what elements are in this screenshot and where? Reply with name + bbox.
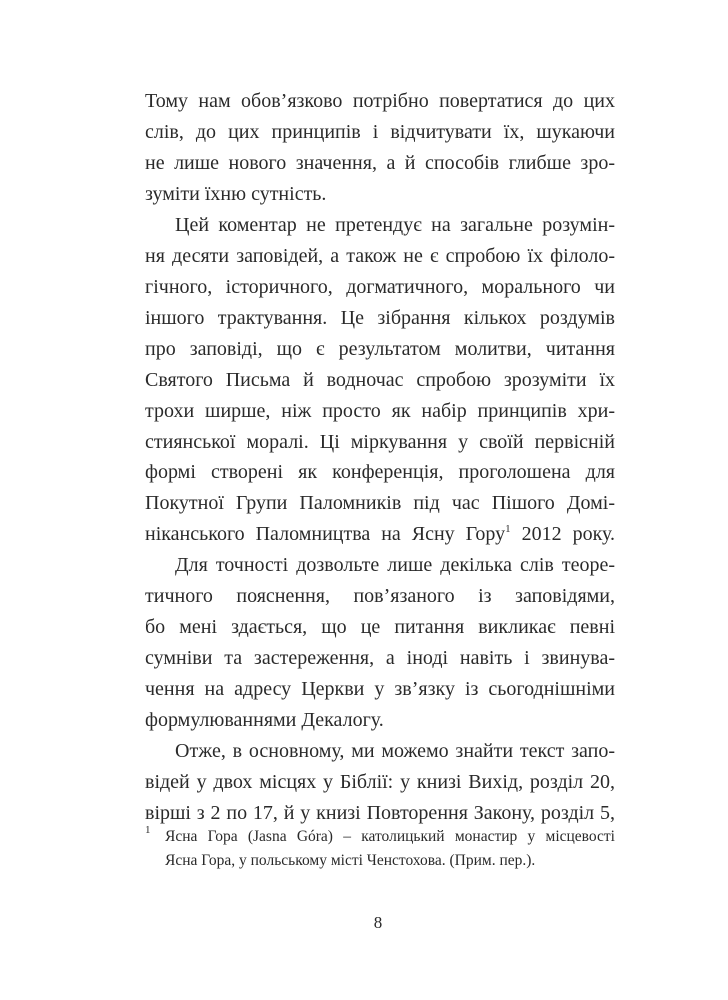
body-line: не лише нового значення, а й способів глибше зро- [145, 152, 615, 174]
body-line-with-footnote [145, 521, 615, 547]
body-line: Отже, в основному, ми можемо знайти текст запо- [175, 740, 615, 762]
page-number: 8 [373, 913, 383, 932]
footnote-marker: 1 [145, 824, 151, 836]
body-line: сумніви та застереження, а іноді навіть і звинува- [145, 647, 615, 669]
body-line: іншого трактування. Це зібрання кількох роздумів [145, 307, 615, 329]
body-line: Тому нам обов’язково потрібно повертатися до цих [145, 90, 615, 112]
body-line: про заповіді, що є результатом молитви, читання [145, 338, 615, 360]
body-line-text: ніканського Паломництва на Ясну Гору [145, 523, 506, 545]
body-line: відей у двох місцях у Біблії: у книзі Вихід, розділ 20, [145, 771, 615, 793]
body-line: Святого Письма й водночас спробою зрозуміти їх [145, 369, 615, 391]
footnote-line: Ясна Гора, у польському місті Ченстохова. (Прим. пер.). [165, 852, 536, 869]
body-line: трохи ширше, ніж просто як набір принципів хри- [145, 400, 615, 422]
footnote-reference[interactable]: 1 [505, 523, 511, 535]
body-line: вірші з 2 по 17, й у книзі Повторення Закону, розділ 5, [145, 802, 615, 824]
body-line: формі створені як конференція, проголошена для [145, 461, 615, 483]
body-line: Для точності дозвольте лише декілька слів теоре- [175, 554, 615, 576]
body-line: Цей коментар не претендує на загальне розумін- [175, 214, 615, 236]
footnote-line: Ясна Гора (Jasna Góra) – католицький монастир у місцевості [165, 828, 615, 845]
body-line-tail: 2012 року. [510, 523, 616, 545]
body-line: бо мені здається, що це питання викликає певні [145, 616, 615, 638]
body-line: слів, до цих принципів і відчитувати їх, шукаючи [145, 121, 615, 143]
body-line: тичного пояснення, пов’язаного із заповідями, [145, 585, 615, 607]
body-line: Покутної Групи Паломників під час Пішого Домі- [145, 492, 615, 514]
body-line: формулюваннями Декалогу. [145, 709, 384, 731]
body-line: ня десяти заповідей, а також не є спробою їх філоло- [145, 245, 615, 267]
body-line: чення на адресу Церкви у зв’язку із сьогоднішніми [145, 678, 615, 700]
body-line: гічного, історичного, догматичного, морального чи [145, 276, 615, 298]
body-line: зуміти їхню сутність. [145, 183, 327, 205]
body-line: стиянської моралі. Ці міркування у своїй первісній [145, 431, 615, 453]
